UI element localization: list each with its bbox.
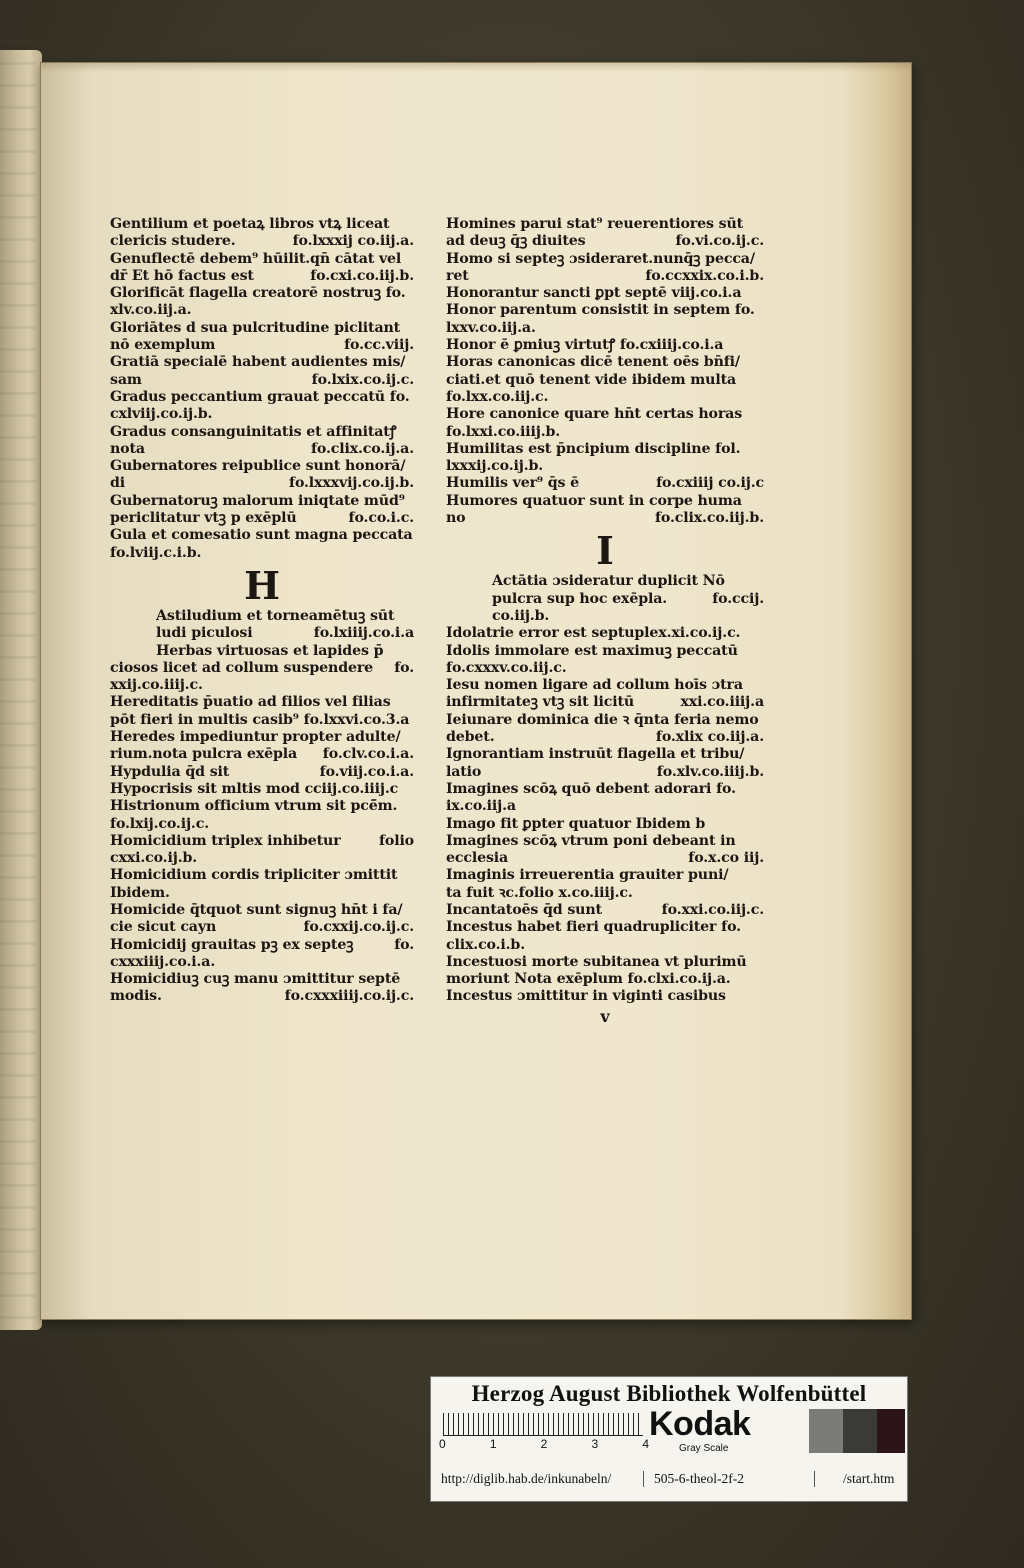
folio-reference: fo.lxxxvij.co.ij.b. — [289, 475, 414, 492]
line-text: Homines parui stat⁹ reuerentiores sūt — [446, 216, 744, 232]
text-line — [446, 643, 764, 660]
gray-patch — [843, 1409, 877, 1453]
line-text: Imagines scōꝝ quō debent adorari fo. — [446, 780, 736, 797]
text-line — [446, 251, 764, 268]
text-line — [446, 850, 764, 867]
line-text: pōt fieri in multis casib⁹ fo.lxxvi.co.3.a — [110, 711, 410, 728]
text-line — [446, 885, 764, 902]
text-line — [110, 833, 414, 850]
line-text: Gradus peccantium grauat peccatū fo. — [110, 388, 410, 405]
line-text: Humores quatuor sunt in corpe huma — [446, 492, 742, 509]
line-text: Gentilium et poetaꝝ libros vtꝝ liceat — [110, 216, 390, 232]
line-text: cie sicut cayn — [110, 919, 217, 936]
line-text: ecclesia — [446, 850, 509, 867]
line-text: Honor parentum consistit in septem fo. — [446, 302, 755, 319]
folio-reference: fo.cxi.co.iij.b. — [310, 267, 414, 284]
text-line — [446, 573, 764, 590]
text-line — [446, 625, 764, 642]
text-line — [110, 458, 414, 475]
text-line — [110, 389, 414, 406]
text-line — [110, 354, 414, 371]
text-line — [446, 424, 764, 441]
folio-reference: fo.lxiiij.co.i.a — [313, 625, 414, 642]
text-line — [446, 493, 764, 510]
library-title: Herzog August Bibliothek Wolfenbüttel — [471, 1381, 867, 1406]
text-line — [110, 902, 414, 919]
text-line — [110, 746, 414, 763]
line-text: Idolis immolare est maximuꝫ peccatū — [446, 642, 738, 659]
line-text: ix.co.iij.a — [446, 798, 516, 815]
line-text: Homicidij grauitas pꝫ ex septeꝫ — [110, 936, 354, 953]
line-text: Histrionum officium vtrum sit pcē̄m. — [110, 798, 398, 815]
text-line — [446, 937, 764, 954]
line-text: Gubernatores reipublice sunt honorā/ — [110, 458, 406, 475]
text-line — [446, 988, 764, 1005]
line-text: ludi piculosi — [156, 625, 253, 642]
folio-reference: fo.ccxxix.co.i.b. — [645, 267, 764, 284]
ruler-numbers — [439, 1437, 649, 1451]
scale-ruler — [443, 1413, 643, 1436]
text-line — [446, 729, 764, 746]
text-line — [110, 268, 414, 285]
page-top-edge — [40, 62, 912, 72]
folio-reference: fo.cc.viij. — [344, 337, 414, 354]
line-text: Herbas virtuosas et lapides p̄ — [156, 642, 384, 659]
book-page — [40, 62, 912, 1320]
line-text: Iesu nomen ligare ad collum hoīs ɔtra — [446, 677, 743, 694]
line-text: cxxxiiij.co.i.a. — [110, 953, 216, 970]
line-text: Homicidiuꝫ cuꝫ manu ɔmittitur septē — [110, 971, 401, 988]
line-text: pulcra sup hoc exēpla. — [492, 590, 668, 607]
text-line — [110, 781, 414, 798]
folio-reference: fo. — [394, 659, 414, 676]
text-line — [446, 746, 764, 763]
text-line — [110, 850, 414, 867]
line-text: Gubernatoruꝫ malorum iniqtate mūd⁹ — [110, 492, 405, 509]
folio-reference: fo.clix.co.ij.a. — [310, 440, 414, 457]
folio-reference: fo.cxxij.co.ij.c. — [303, 919, 414, 936]
folio-reference: fo.cxxxiiij.co.ij.c. — [284, 988, 414, 1005]
line-text: moriunt̄ Nota exēplum fo.clxi.co.ij.a. — [446, 971, 731, 988]
line-text: xxij.co.iiij.c. — [110, 677, 203, 694]
line-text: Gloriātes d̄ sua pulcritudine piclitant̄ — [110, 319, 401, 336]
text-line — [110, 510, 414, 527]
line-text: nota — [110, 440, 145, 457]
line-text: infirmitateꝫ vtꝫ sit licitū — [446, 694, 635, 711]
url-base: http://diglib.hab.de/inkunabeln/ — [431, 1471, 644, 1487]
folio-reference: fo.vi.co.ij.c. — [675, 233, 764, 250]
line-text: fo.cxxxv.co.iij.c. — [446, 659, 567, 676]
folio-reference: xxi.co.iiij.a — [680, 694, 764, 711]
text-line — [110, 643, 414, 660]
text-line — [446, 919, 764, 936]
line-text: no — [446, 510, 466, 527]
text-line — [110, 251, 414, 268]
text-line — [446, 320, 764, 337]
line-text: Hypocrisis sit mltis mod̄ cciij.co.iiij.c — [110, 780, 399, 797]
text-line — [446, 285, 764, 302]
ruler-number: 1 — [489, 1437, 497, 1451]
line-text: ad deuꝫ q̄ꝫ diuites — [446, 233, 586, 250]
text-line — [110, 764, 414, 781]
line-text: lxxv.co.iij.a. — [446, 319, 536, 336]
text-line — [110, 406, 414, 423]
text-line — [446, 712, 764, 729]
line-text: Horas canonicas dicē tenent̄ oēs bn̄fi/ — [446, 354, 740, 371]
text-line — [110, 608, 414, 625]
line-text: Homicidium triplex inhibetur — [110, 832, 341, 849]
left-text-column — [110, 216, 414, 1006]
line-text: lxxxij.co.ij.b. — [446, 458, 544, 475]
text-line — [446, 458, 764, 475]
folio-reference: fo.clix.co.iij.b. — [654, 510, 764, 527]
line-text: ret — [446, 267, 469, 284]
folio-reference: fo.xlv.co.iiij.b. — [656, 763, 764, 780]
text-line — [110, 302, 414, 319]
line-text: sam — [110, 371, 142, 388]
text-line — [446, 216, 764, 233]
text-line — [446, 798, 764, 815]
text-line — [446, 406, 764, 423]
line-text: clix.co.i.b. — [446, 936, 525, 953]
text-line — [110, 372, 414, 389]
text-line — [446, 781, 764, 798]
line-text: Idolatrie error est septuplex.xi.co.ij.c. — [446, 625, 741, 642]
line-text: Homicide q̄tquot sunt signuꝫ hn̄t i fa/ — [110, 901, 403, 918]
text-line — [446, 954, 764, 971]
text-line — [446, 354, 764, 371]
line-text: Humilis ver⁹ q̄s ē — [446, 475, 580, 492]
text-line — [110, 493, 414, 510]
folio-reference: fo.lxix.co.ij.c. — [311, 371, 414, 388]
text-line — [110, 816, 414, 833]
text-line — [110, 527, 414, 544]
line-text: Actātia ɔsideratur duplicit̄ Nō — [492, 573, 725, 590]
line-text: nō exemplum — [110, 337, 216, 354]
right-text-column — [446, 216, 764, 1025]
text-line — [110, 545, 414, 562]
folio-reference: fo.ccij. — [712, 590, 764, 607]
folio-reference: fo.clv.co.i.a. — [322, 746, 414, 763]
line-text: Imago fit ꝑpter quatuor Ibidem b — [446, 815, 706, 832]
text-line — [446, 372, 764, 389]
text-line — [446, 608, 764, 625]
line-text: Hereditatis p̄uatio ad filios vel filias — [110, 694, 391, 711]
line-text: ciosos licet ad collum suspendere — [110, 659, 374, 676]
text-line — [110, 337, 414, 354]
entries-g — [110, 216, 414, 562]
line-text: Genuflectē debem⁹ hūilit̄.qn̄ cātat̄ vel — [110, 250, 402, 267]
folio-reference: fo.cxiiij co.ij.c — [656, 475, 764, 492]
text-line — [110, 424, 414, 441]
line-text: Ieiunare dominica die ꝛ q̄nta feria nemo — [446, 711, 759, 728]
text-line — [110, 677, 414, 694]
folio-reference: folio — [378, 832, 414, 849]
kodak-logo: Kodak — [649, 1405, 751, 1443]
text-line — [446, 902, 764, 919]
text-line — [110, 660, 414, 677]
gray-scale-label: Gray Scale — [679, 1443, 729, 1454]
line-text: Ibidem. — [110, 884, 170, 901]
line-text: Incestus habet fieri quadrupliciter fo. — [446, 919, 741, 936]
url-start: /start.htm — [843, 1471, 895, 1486]
line-text: latio — [446, 763, 482, 780]
text-line — [110, 712, 414, 729]
text-line — [446, 510, 764, 527]
line-text: fo.lxij.co.ij.c. — [110, 815, 209, 832]
text-line — [446, 268, 764, 285]
line-text: Honorantur sancti ꝑpt̄ septē viij.co.i.a — [446, 285, 742, 302]
text-line — [110, 441, 414, 458]
line-text: Gula et comesatio sunt magna peccata — [110, 527, 413, 544]
text-line — [110, 475, 414, 492]
text-line — [446, 475, 764, 492]
line-text: modis. — [110, 988, 162, 1005]
text-line — [446, 677, 764, 694]
line-text: Glorificāt flagella creatorē nostruꝫ fo. — [110, 285, 406, 302]
gray-patch — [877, 1409, 905, 1453]
text-line — [110, 625, 414, 642]
text-line — [110, 867, 414, 884]
text-line — [110, 937, 414, 954]
line-text: ta fuit ꝛc.folio x.co.iiij.c. — [446, 884, 633, 901]
text-line — [446, 302, 764, 319]
line-text: Hore canonice quare hn̄t certas horas — [446, 406, 743, 423]
line-text: Gratiā specialē habent audientes mis/ — [110, 354, 406, 371]
folio-reference: fo. — [394, 936, 414, 953]
line-text: cxlviij.co.ij.b. — [110, 406, 213, 423]
text-line — [446, 660, 764, 677]
entries-h — [110, 608, 414, 1006]
line-text: Incestuosi morte subitanea vt plurimū — [446, 953, 747, 970]
line-text: cxxi.co.ij.b. — [110, 850, 198, 867]
initial-h: H — [244, 562, 280, 608]
line-text: Imagines scōꝝ vtrum poni debeant in — [446, 832, 736, 849]
line-text: fo.lxx.co.iij.c. — [446, 388, 549, 405]
text-line — [110, 971, 414, 988]
signature-mark: v — [600, 1006, 610, 1026]
line-text: xlv.co.iij.a. — [110, 302, 192, 319]
line-text: rium.nota pulcra exēpla — [110, 746, 298, 763]
text-line — [110, 285, 414, 302]
line-text: Astiludium et torneamētuꝫ sūt — [156, 607, 395, 624]
text-line — [446, 833, 764, 850]
text-line — [446, 337, 764, 354]
color-target-card — [430, 1376, 908, 1502]
folio-reference: fo.x.co iij. — [688, 850, 764, 867]
line-text: Honor ē ꝑmiuꝫ virtutꝭ fo.cxiiij.co.i.a — [446, 337, 724, 354]
text-line — [446, 764, 764, 781]
folio-reference: fo.xxi.co.iij.c. — [661, 901, 764, 918]
line-text: dr̄ Et hō factus est — [110, 267, 254, 284]
line-text: di — [110, 475, 126, 492]
text-line — [110, 729, 414, 746]
line-text: Hypdulia q̄d sit — [110, 763, 230, 780]
text-line — [110, 988, 414, 1005]
line-text: Homo si septeꝫ ɔsideraret.nunq̄ꝫ pecca/ — [446, 250, 755, 267]
text-line — [110, 798, 414, 815]
text-line — [446, 867, 764, 884]
text-line — [110, 233, 414, 250]
text-line — [446, 971, 764, 988]
line-text: Incantatoēs q̄d sunt — [446, 901, 602, 918]
entries-i — [446, 573, 764, 1005]
line-text: debet. — [446, 729, 495, 746]
ruler-number: 4 — [642, 1437, 649, 1451]
text-line — [110, 919, 414, 936]
line-text: Ignorantiam instruūt flagella et tribu/ — [446, 746, 745, 763]
line-text: Homicidium cordis tripliciter ɔmittit̄ — [110, 867, 398, 884]
text-line — [446, 694, 764, 711]
line-text: Heredes impediuntur propter adulte/ — [110, 729, 401, 746]
text-line — [110, 885, 414, 902]
line-text: Imaginis irreuerentia grauiter puni/ — [446, 867, 729, 884]
text-line — [446, 389, 764, 406]
line-text: fo.lviij.c.i.b. — [110, 544, 202, 561]
url-shelfmark: 505-6-theol-2f-2 — [644, 1471, 815, 1487]
text-line — [110, 320, 414, 337]
line-text: clericis studere. — [110, 233, 236, 250]
entries-h-continued — [446, 216, 764, 527]
line-text: Gradus consanguinitatis et affinitatꝭ — [110, 423, 397, 440]
text-line — [446, 233, 764, 250]
text-line — [446, 441, 764, 458]
url-bar — [431, 1465, 907, 1493]
ruler-number: 2 — [540, 1437, 548, 1451]
ruler-number: 0 — [439, 1437, 446, 1451]
gray-patch — [809, 1409, 843, 1453]
line-text: fo.lxxi.co.iiij.b. — [446, 423, 561, 440]
text-line — [446, 816, 764, 833]
line-text: Humilitas est p̄ncipium discipline fol. — [446, 440, 741, 457]
text-line — [110, 694, 414, 711]
previous-page-text-shadow — [0, 40, 36, 1340]
text-line — [446, 591, 764, 608]
line-text: periclitatur vtꝫ p exēplū — [110, 510, 297, 527]
folio-reference: fo.co.i.c. — [348, 510, 414, 527]
text-line — [110, 954, 414, 971]
initial-i: I — [596, 528, 614, 574]
folio-reference: fo.xlix co.iij.a. — [655, 729, 764, 746]
line-text: co.iij.b. — [492, 607, 550, 624]
ruler-number: 3 — [591, 1437, 599, 1451]
line-text: ciati.et quō tenent̄ vide ibidem multa — [446, 371, 737, 388]
folio-reference: fo.viij.co.i.a. — [319, 763, 414, 780]
text-line — [110, 216, 414, 233]
folio-reference: fo.lxxxij co.iij.a. — [292, 233, 414, 250]
line-text: Incestus ɔmittitur in viginti casibus — [446, 988, 726, 1005]
